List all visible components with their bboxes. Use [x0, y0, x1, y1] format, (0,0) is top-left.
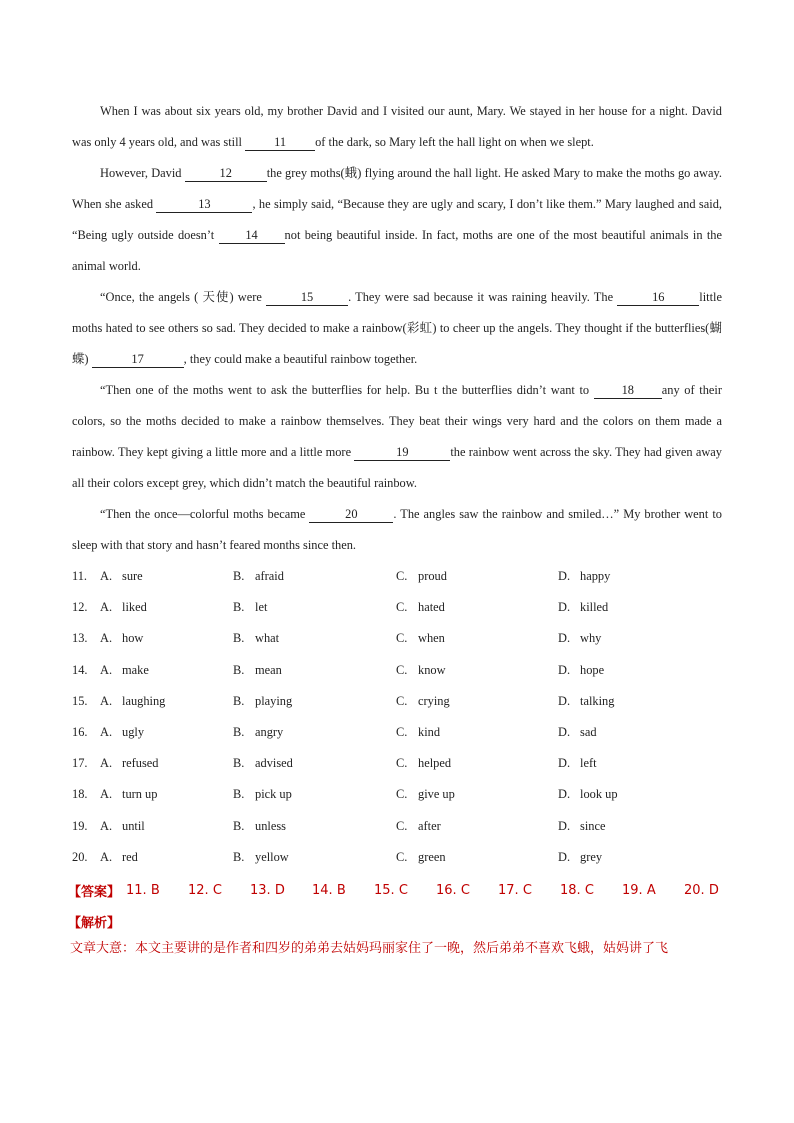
question-row: [72, 811, 722, 842]
paragraph-2: [72, 158, 722, 282]
question-number: 18.: [72, 787, 88, 802]
option-text: hated: [418, 600, 445, 615]
option-a: [100, 663, 233, 678]
option-text: crying: [418, 693, 450, 708]
option-letter: A.: [100, 756, 113, 771]
option-text: talking: [580, 693, 615, 708]
option-b: [233, 725, 396, 740]
option-text: let: [255, 600, 268, 615]
option-text: angry: [255, 725, 284, 740]
option-letter: B.: [233, 600, 245, 615]
option-text: how: [122, 631, 144, 646]
blank-18: 18: [594, 383, 662, 399]
option-text: left: [580, 756, 597, 771]
question-row: [72, 623, 722, 654]
option-text: give up: [418, 787, 455, 802]
option-text: liked: [122, 600, 147, 615]
text: of the dark, so Mary left the hall light on when we slept.: [315, 135, 594, 149]
blank-16: 16: [617, 290, 699, 306]
option-letter: D.: [558, 693, 571, 708]
answer-item: 14. B: [312, 883, 346, 899]
option-letter: D.: [558, 787, 571, 802]
option-text: after: [418, 818, 441, 833]
answer-item: 17. C: [498, 883, 532, 899]
answer-item: 15. C: [374, 883, 408, 899]
blank-19: 19: [354, 445, 450, 461]
option-text: happy: [580, 569, 611, 584]
blank-14: 14: [219, 228, 285, 244]
option-c: [396, 819, 558, 834]
analysis-summary: 文章大意：本文主要讲的是作者和四岁的弟弟去姑妈玛丽家住了一晚，然后弟弟不喜欢飞蛾，姑妈讲了飞: [70, 940, 669, 956]
option-text: look up: [580, 787, 618, 802]
option-d: [558, 850, 678, 865]
option-letter: A.: [100, 600, 113, 615]
option-letter: B.: [233, 693, 245, 708]
option-d: [558, 756, 678, 771]
option-text: ugly: [122, 725, 145, 740]
question-row: [72, 748, 722, 779]
option-letter: D.: [558, 600, 571, 615]
option-c: [396, 600, 558, 615]
option-letter: C.: [396, 569, 408, 584]
question-number: 11.: [72, 569, 88, 584]
option-b: [233, 819, 396, 834]
option-b: [233, 787, 396, 802]
option-c: [396, 694, 558, 709]
option-d: [558, 787, 678, 802]
option-text: proud: [418, 569, 447, 584]
answer-item: 20. D: [684, 883, 719, 899]
option-c: [396, 569, 558, 584]
option-letter: B.: [233, 818, 245, 833]
answer-item: 19. A: [622, 883, 656, 899]
question-number: 15.: [72, 693, 88, 708]
option-letter: C.: [396, 818, 408, 833]
option-text: yellow: [255, 849, 289, 864]
answer-item: 18. C: [560, 883, 594, 899]
answer-key: [68, 875, 722, 907]
option-d: [558, 725, 678, 740]
option-letter: B.: [233, 756, 245, 771]
option-text: sure: [122, 569, 143, 584]
option-text: helped: [418, 756, 452, 771]
option-text: laughing: [122, 693, 166, 708]
option-c: [396, 663, 558, 678]
option-text: grey: [580, 849, 603, 864]
question-number: 17.: [72, 756, 88, 771]
cloze-passage: [72, 96, 722, 561]
question-row: [72, 779, 722, 810]
option-a: [100, 850, 233, 865]
option-letter: C.: [396, 631, 408, 646]
option-letter: D.: [558, 631, 571, 646]
answer-tag: 【答案】: [68, 885, 121, 901]
option-text: when: [418, 631, 445, 646]
text: “Then one of the moths went to ask the butterflies for help. Bu t the butterflies didn’t want to: [100, 383, 594, 397]
option-letter: B.: [233, 787, 245, 802]
answer-item: 16. C: [436, 883, 470, 899]
text: However, David: [100, 166, 185, 180]
option-b: [233, 850, 396, 865]
text: the rainbow went across the sky. They had given away all their colors except grey, which didn’t match the beautiful rainbow.: [72, 445, 723, 490]
text: , they could make a beautiful rainbow together.: [183, 352, 418, 366]
text: any of their colors, so the moths decided to make a rainbow themselves. They beat their wings very hard and the colors on them made a rainbow. They kept giving a little more and a little more: [72, 383, 722, 459]
option-letter: C.: [396, 849, 408, 864]
option-a: [100, 787, 233, 802]
option-b: [233, 600, 396, 615]
option-letter: C.: [396, 756, 408, 771]
question-number: 19.: [72, 818, 88, 833]
option-text: what: [255, 631, 280, 646]
question-number: 12.: [72, 600, 88, 615]
option-text: sad: [580, 725, 597, 740]
option-d: [558, 663, 678, 678]
text: , he simply said, “Because they are ugly and scary, I don’t like them.” Mary laughed and said, “Being ugly outside doesn’t: [72, 197, 722, 242]
question-row: [72, 686, 722, 717]
answer-item: 12. C: [188, 883, 222, 899]
text: not being beautiful inside. In fact, moths are one of the most beautiful animals in the animal world.: [72, 228, 722, 273]
option-letter: D.: [558, 569, 571, 584]
option-text: refused: [122, 756, 159, 771]
question-number: 20.: [72, 849, 88, 864]
answer-item: 13. D: [250, 883, 285, 899]
option-letter: B.: [233, 662, 245, 677]
option-d: [558, 694, 678, 709]
text: the grey moths(蛾) flying around the hall light. He asked Mary to make the moths go away. When she asked: [72, 166, 722, 211]
question-number: 16.: [72, 725, 88, 740]
question-row: [72, 592, 722, 623]
option-letter: A.: [100, 662, 113, 677]
option-text: mean: [255, 662, 282, 677]
option-letter: C.: [396, 662, 408, 677]
option-text: kind: [418, 725, 441, 740]
blank-15: 15: [266, 290, 348, 306]
option-text: unless: [255, 818, 286, 833]
option-a: [100, 756, 233, 771]
option-letter: A.: [100, 818, 113, 833]
option-letter: D.: [558, 756, 571, 771]
option-a: [100, 819, 233, 834]
option-d: [558, 819, 678, 834]
option-text: afraid: [255, 569, 284, 584]
question-number: 13.: [72, 631, 88, 646]
option-d: [558, 600, 678, 615]
option-letter: B.: [233, 849, 245, 864]
option-letter: D.: [558, 818, 571, 833]
option-text: make: [122, 662, 149, 677]
option-text: why: [580, 631, 602, 646]
text: . The angles saw the rainbow and smiled…” My brother went to sleep with that story and hasn’t feared months since then.: [72, 507, 722, 552]
option-letter: A.: [100, 849, 113, 864]
blank-17: 17: [92, 352, 184, 368]
question-row: [72, 655, 722, 686]
option-letter: A.: [100, 787, 113, 802]
option-b: [233, 569, 396, 584]
text: “Once, the angels ( 天使) were: [100, 290, 267, 304]
text: little moths hated to see others so sad. They decided to make a rainbow(彩虹) to cheer up the angels. They thought if the butterflies(蝴蝶): [72, 290, 722, 366]
paragraph-1: [72, 96, 722, 158]
text: When I was about six years old, my brother David and I visited our aunt, Mary. We stayed in her house for a night. David was only 4 years old, and was still: [72, 104, 722, 149]
blank-13: 13: [156, 197, 252, 213]
option-a: [100, 631, 233, 646]
option-letter: D.: [558, 849, 571, 864]
paragraph-3: [72, 282, 722, 375]
option-c: [396, 756, 558, 771]
option-b: [233, 694, 396, 709]
option-b: [233, 756, 396, 771]
options-list: [72, 561, 722, 873]
option-text: advised: [255, 756, 293, 771]
option-letter: D.: [558, 662, 571, 677]
option-c: [396, 631, 558, 646]
option-letter: A.: [100, 693, 113, 708]
option-b: [233, 663, 396, 678]
option-letter: D.: [558, 725, 571, 740]
text: . They were sad because it was raining heavily. The: [348, 290, 618, 304]
option-letter: B.: [233, 631, 245, 646]
option-letter: A.: [100, 569, 113, 584]
question-row: [72, 842, 722, 873]
option-text: killed: [580, 600, 609, 615]
blank-12: 12: [185, 166, 267, 182]
option-d: [558, 631, 678, 646]
question-number: 14.: [72, 662, 88, 677]
option-letter: C.: [396, 693, 408, 708]
option-b: [233, 631, 396, 646]
answer-item: 11. B: [126, 883, 160, 899]
option-a: [100, 725, 233, 740]
blank-20: 20: [309, 507, 393, 523]
option-letter: A.: [100, 725, 113, 740]
option-letter: C.: [396, 725, 408, 740]
option-text: hope: [580, 662, 605, 677]
analysis-tag: 【解析】: [68, 916, 121, 932]
option-letter: B.: [233, 569, 245, 584]
option-c: [396, 787, 558, 802]
option-a: [100, 694, 233, 709]
option-letter: C.: [396, 787, 408, 802]
option-d: [558, 569, 678, 584]
option-text: green: [418, 849, 446, 864]
question-row: [72, 717, 722, 748]
option-text: playing: [255, 693, 293, 708]
option-text: until: [122, 818, 145, 833]
option-text: since: [580, 818, 606, 833]
option-letter: C.: [396, 600, 408, 615]
option-a: [100, 600, 233, 615]
option-c: [396, 850, 558, 865]
option-letter: A.: [100, 631, 113, 646]
option-c: [396, 725, 558, 740]
paragraph-4: [72, 375, 722, 499]
text: “Then the once—colorful moths became: [100, 507, 310, 521]
paragraph-5: [72, 499, 722, 561]
option-text: know: [418, 662, 446, 677]
question-row: [72, 561, 722, 592]
option-letter: B.: [233, 725, 245, 740]
blank-11: 11: [245, 135, 315, 151]
option-text: red: [122, 849, 138, 864]
option-a: [100, 569, 233, 584]
option-text: pick up: [255, 787, 292, 802]
document-page: [68, 96, 723, 961]
option-text: turn up: [122, 787, 158, 802]
